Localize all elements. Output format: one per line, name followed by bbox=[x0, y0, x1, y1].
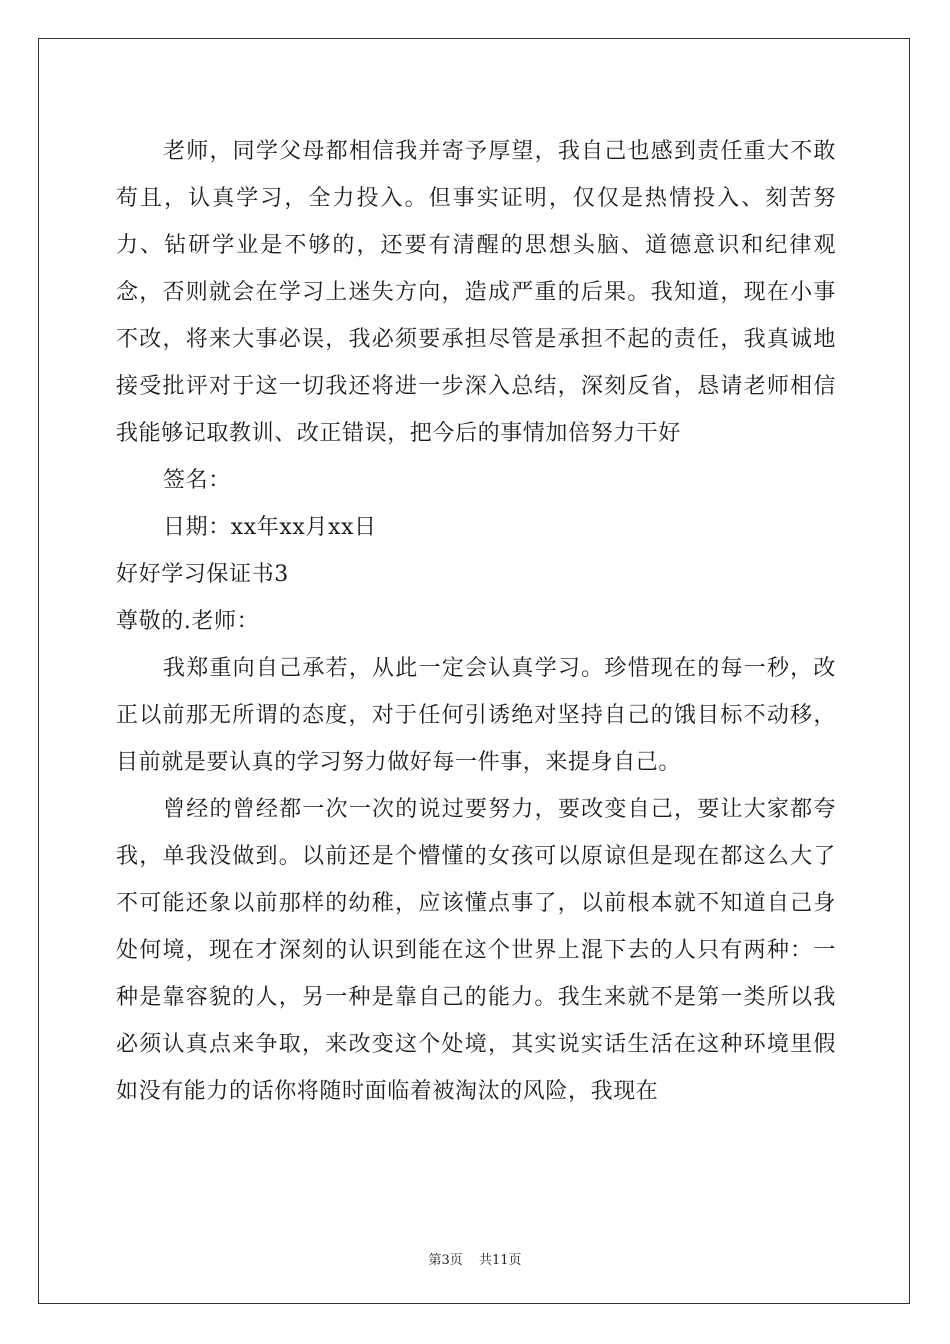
signature-line: 签名： bbox=[163, 468, 231, 493]
paragraph-3: 曾经的曾经都一次一次的说过要努力，要改变自己，要让大家都夸我，单我没做到。以前还是个懵懂的女孩可以原谅但是现在都这么大了不可能还象以前那样的幼稚，应该懂点事了，以前根本就不知道自己身处何境，现在才深刻的认识到能在这个世界上混下去的人只有两种：一种是靠容貌的人，另一种是靠自己的能力。我生来就不是第一类所以我必须认真点来争取，来改变这个处境，其实说实话生活在这种环境里假如没有能力的话你将随时面临着被淘汰的风险，我现在 bbox=[116, 797, 836, 1104]
page-number: 第3页 bbox=[428, 1253, 463, 1268]
page-footer bbox=[0, 1249, 950, 1268]
paragraph-2: 我郑重向自己承若，从此一定会认真学习。珍惜现在的每一秒，改正以前那无所谓的态度，对于任何引诱绝对坚持自己的饿目标不动移，目前就是要认真的学习努力做好每一件事，来提身自己。 bbox=[116, 656, 836, 775]
document-body bbox=[116, 128, 836, 1115]
salutation: 尊敬的.老师： bbox=[116, 609, 260, 634]
date-line: 日期：xx年xx月xx日 bbox=[163, 515, 377, 540]
section-title: 好好学习保证书3 bbox=[116, 562, 289, 587]
paragraph-1: 老师，同学父母都相信我并寄予厚望，我自己也感到责任重大不敢苟且，认真学习，全力投入。但事实证明，仅仅是热情投入、刻苦努力、钻研学业是不够的，还要有清醒的思想头脑、道德意识和纪律观念，否则就会在学习上迷失方向，造成严重的后果。我知道，现在小事不改，将来大事必误，我必须要承担尽管是承担不起的责任，我真诚地接受批评对于这一切我还将进一步深入总结，深刻反省，恳请老师相信我能够记取教训、改正错误，把今后的事情加倍努力干好 bbox=[116, 139, 836, 446]
page-total: 共11页 bbox=[478, 1253, 522, 1268]
